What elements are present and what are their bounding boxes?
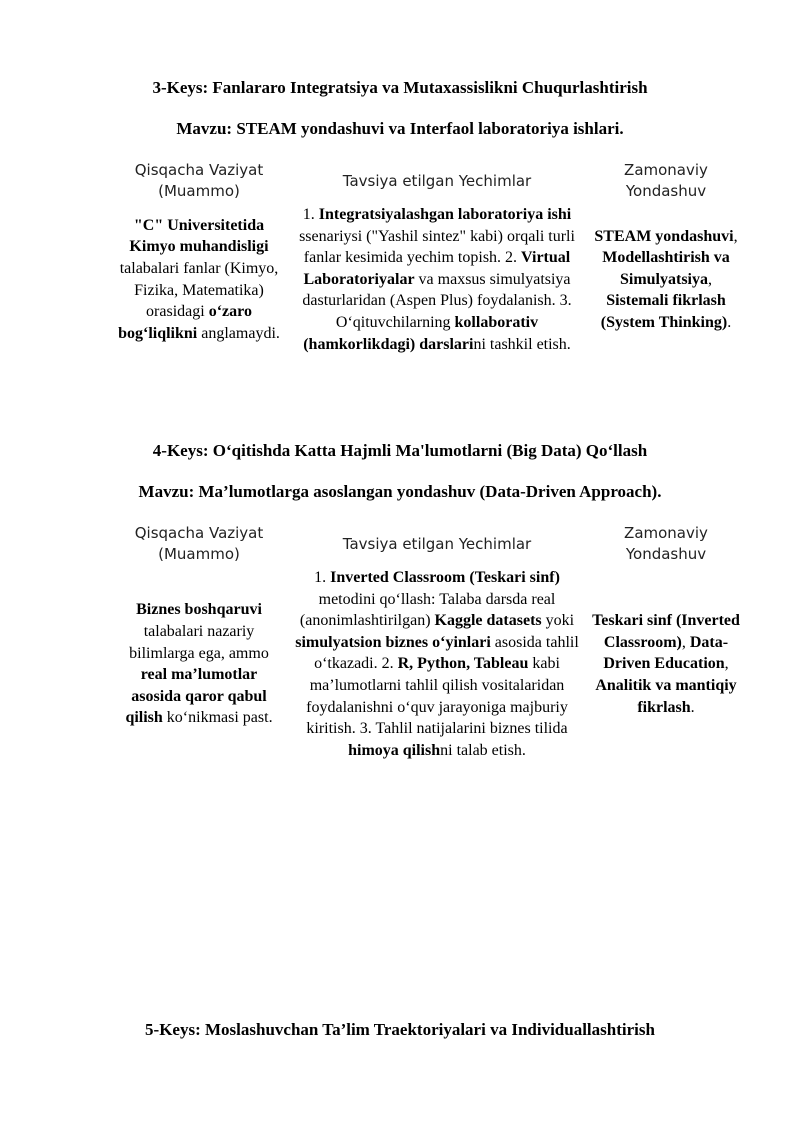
bold-text-segment: Integratsiyalashgan laboratoriya ishi	[318, 206, 572, 223]
bold-text-segment: Sistemali fikrlash (System Thinking)	[600, 292, 728, 331]
bold-text-segment: STEAM yondashuvi	[594, 227, 734, 245]
bold-text-segment: Virtual Laboratoriyalar	[303, 249, 571, 288]
bold-text-segment: Modellashtirish va Simulyatsiya	[602, 249, 730, 288]
bold-text-segment: R, Python, Tableau	[397, 655, 529, 673]
case4-header-approach: Zamonaviy Yondashuv	[624, 524, 708, 563]
text-segment: ni tashkil etish.	[473, 335, 571, 353]
case5-title: 5-Keys: Moslashuvchan Ta’lim Traektoriyalari va Individuallashtirish	[145, 1020, 655, 1039]
bold-text-segment: simulyatsion biznes o‘yinlari	[295, 633, 491, 651]
text-segment: ko‘nikmasi past.	[162, 709, 273, 727]
bold-text-segment: Teskari sinf (Inverted Classroom)	[592, 612, 740, 651]
case3-content-row	[113, 204, 743, 355]
text-segment: asosida tahlil o‘tkazadi. 2.	[314, 633, 579, 673]
bold-text-segment: Data-Driven Education	[603, 633, 729, 673]
case4-topic: Mavzu: Ma’lumotlarga asoslangan yondashuv (Data-Driven Approach).	[138, 482, 662, 501]
bold-text-segment: kollaborativ (hamkorlikdagi) darslari	[303, 313, 539, 353]
bold-text-segment: Analitik va mantiqiy fikrlash	[595, 676, 737, 716]
case3-solutions-cell	[285, 204, 589, 355]
case3-topic: Mavzu: STEAM yondashuvi va Interfaol laboratoriya ishlari.	[176, 119, 624, 138]
text-segment: ssenariysi ("Yashil sintez" kabi) orqali turli fanlar kesimida yechim topish. 2.	[299, 227, 575, 267]
case4-content-row	[113, 567, 743, 761]
case3-title: 3-Keys: Fanlararo Integratsiya va Mutaxassislikni Chuqurlashtirish	[152, 78, 648, 97]
text-segment: yoki	[541, 612, 575, 630]
text-segment: .	[727, 313, 732, 331]
case3-approach-cell	[589, 204, 743, 355]
text-segment: kabi ma’lumotlarni tahlil qilish vositalaridan foydalanishni o‘quv jarayoniga majburiy kiritish. 3. Tahlil natijalarini biznes tilida	[306, 655, 568, 738]
case3-situation-cell	[113, 204, 285, 355]
case4-header-row	[113, 521, 743, 567]
bold-text-segment: Kaggle datasets	[434, 612, 542, 630]
text-segment: metodini qo‘llash: Talaba darsda real (anonimlashtirilgan)	[299, 590, 556, 630]
text-segment: talabalari fanlar (Kimyo, Fizika, Matematika) orasidagi	[119, 259, 279, 321]
text-segment: va maxsus simulyatsiya dasturlaridan (Aspen Plus) foydalanish. 3. O‘qituvchilarning	[302, 270, 572, 331]
text-segment: ,	[708, 270, 712, 288]
case4-situation-cell	[113, 567, 285, 761]
case3-header-solutions: Tavsiya etilgan Yechimlar	[342, 171, 532, 190]
text-segment: 1.	[302, 206, 319, 223]
bold-text-segment: "C" Universitetida Kimyo muhandisligi	[129, 216, 269, 256]
case4-header-situation: Qisqacha Vaziyat (Muammo)	[134, 524, 264, 563]
text-segment: ,	[733, 227, 738, 245]
case3-table	[113, 158, 743, 355]
case4-approach-cell	[589, 567, 743, 761]
case3-header-approach: Zamonaviy Yondashuv	[624, 161, 708, 200]
text-segment: talabalari nazariy bilimlarga ega, ammo	[129, 622, 269, 662]
text-segment: ,	[724, 655, 729, 673]
text-segment: 1.	[314, 569, 331, 586]
case4-solutions-cell	[285, 567, 589, 761]
bold-text-segment: o‘zaro bog‘liqlikni	[118, 303, 252, 342]
bold-text-segment: Biznes boshqaruvi	[136, 601, 262, 619]
text-segment: ni talab etish.	[440, 741, 526, 759]
text-segment: anglamaydi.	[197, 324, 280, 342]
text-segment: ,	[681, 633, 690, 651]
bold-text-segment: real ma’lumotlar asosida qaror qabul qilish	[125, 666, 267, 727]
case4-table	[113, 521, 743, 761]
case4-title: 4-Keys: O‘qitishda Katta Hajmli Ma'lumotlarni (Big Data) Qo‘llash	[152, 441, 648, 460]
text-segment: .	[690, 698, 695, 716]
bold-text-segment: Inverted Classroom (Teskari sinf)	[330, 569, 560, 586]
case3-header-row	[113, 158, 743, 204]
bold-text-segment: himoya qilish	[348, 741, 441, 759]
case3-header-situation: Qisqacha Vaziyat (Muammo)	[134, 161, 264, 200]
case4-header-solutions: Tavsiya etilgan Yechimlar	[342, 534, 532, 553]
